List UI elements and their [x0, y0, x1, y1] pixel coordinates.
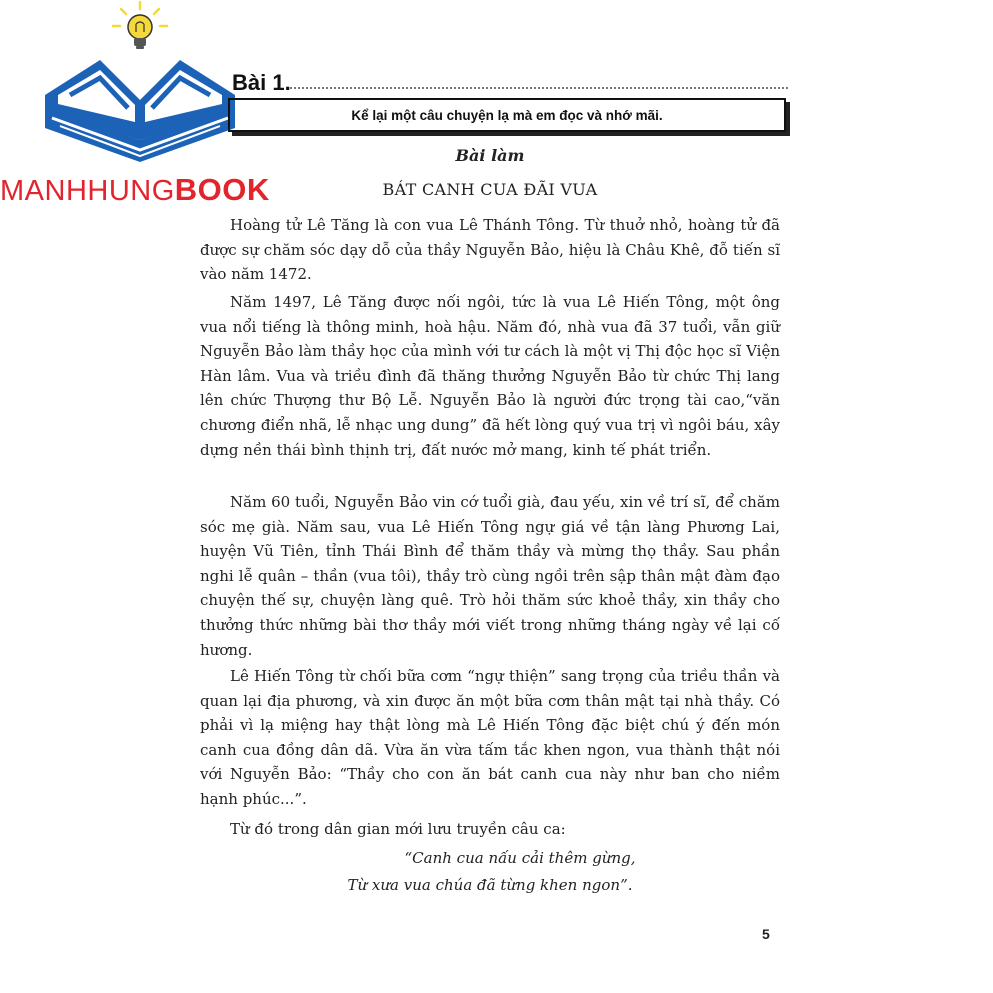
- verse-line-2: Từ xưa vua chúa đã từng khen ngon”.: [347, 876, 633, 894]
- brand-name-part1: MANHHUNG: [0, 175, 175, 207]
- paragraph-text: Năm 60 tuổi, Nguyễn Bảo vin cớ tuổi già, đau yếu, xin về trí sĩ, để chăm sóc mẹ già. Năm sau, vua Lê Hiến Tông ngự giá về tận làng Phương Lai, huyện Vũ Tiên, tỉnh Thái Bình để thăm thầy và mừng thọ thầy. Sau phần nghi lễ quân – thần (vua tôi), thầy trò cùng ngồi trên sập thân mật đàm đạo chuyện thế sự, chuyện làng quê. Trò hỏi thăm sức khoẻ thầy, xin thầy cho thưởng thức những bài thơ thầy mới viết trong những tháng ngày về lại cố hương.: [200, 493, 780, 659]
- lesson-task-box: [228, 98, 786, 132]
- paragraph-text: Lê Hiến Tông từ chối bữa cơm “ngự thiện” sang trọng của triều thần và quan lại địa phương, và xin được ăn một bữa cơm thân mật tại nhà thầy. Có phải vì lạ miệng hay thật lòng mà Lê Hiến Tông đặc biệt chú ý đến món canh cua đồng dân dã. Vừa ăn vừa tấm tắc khen ngon, vua thành thật nói với Nguyễn Bảo: “Thầy cho con ăn bát canh cua này như ban cho niềm hạnh phúc...”.: [200, 667, 780, 808]
- page-number: 5: [762, 926, 770, 942]
- essay-subheading: Bài làm: [455, 146, 525, 165]
- paragraph-text: Từ đó trong dân gian mới lưu truyền câu ca:: [230, 820, 566, 838]
- brand-name-part2: BOOK: [174, 172, 270, 207]
- lightbulb-icon: [113, 2, 167, 49]
- essay-title: BÁT CANH CUA ĐÃI VUA: [382, 180, 598, 199]
- lesson-task-text: Kể lại một câu chuyện lạ mà em đọc và nhớ mãi.: [351, 107, 663, 123]
- paragraph-text: Năm 1497, Lê Tăng được nối ngôi, tức là vua Lê Hiến Tông, một ông vua nổi tiếng là thông minh, hoà hậu. Năm đó, nhà vua đã 37 tuổi, vẫn giữ Nguyễn Bảo làm thầy học của mình với tư cách là một vị Thị độc học sĩ Viện Hàn lâm. Vua và triều đình đã thăng thưởng Nguyễn Bảo từ chức Thị lang lên chức Thượng thư Bộ Lễ. Nguyễn Bảo là người đức trọng tài cao,“văn chương điển nhã, lễ nhạc ung dung” đã hết lòng quý vua trị vì ngôi báu, xây dựng nền thái bình thịnh trị, đất nước mở mang, kinh tế phát triển.: [200, 293, 780, 459]
- essay-paragraph-2: [200, 290, 780, 468]
- verse-line-1: “Canh cua nấu cải thêm gừng,: [404, 849, 636, 867]
- lesson-label: Bài 1.: [232, 70, 291, 95]
- essay-paragraph-1: [200, 213, 780, 293]
- essay-paragraph-4: [200, 664, 780, 818]
- essay-paragraph-5: [200, 817, 780, 848]
- header-dotted-rule: [290, 87, 788, 89]
- essay-paragraph-3: [200, 490, 780, 668]
- paragraph-text: Hoàng tử Lê Tăng là con vua Lê Thánh Tông. Từ thuở nhỏ, hoàng tử đã được sự chăm sóc dạy dỗ của thầy Nguyễn Bảo, hiệu là Châu Khê, đỗ tiến sĩ vào năm 1472.: [200, 216, 780, 284]
